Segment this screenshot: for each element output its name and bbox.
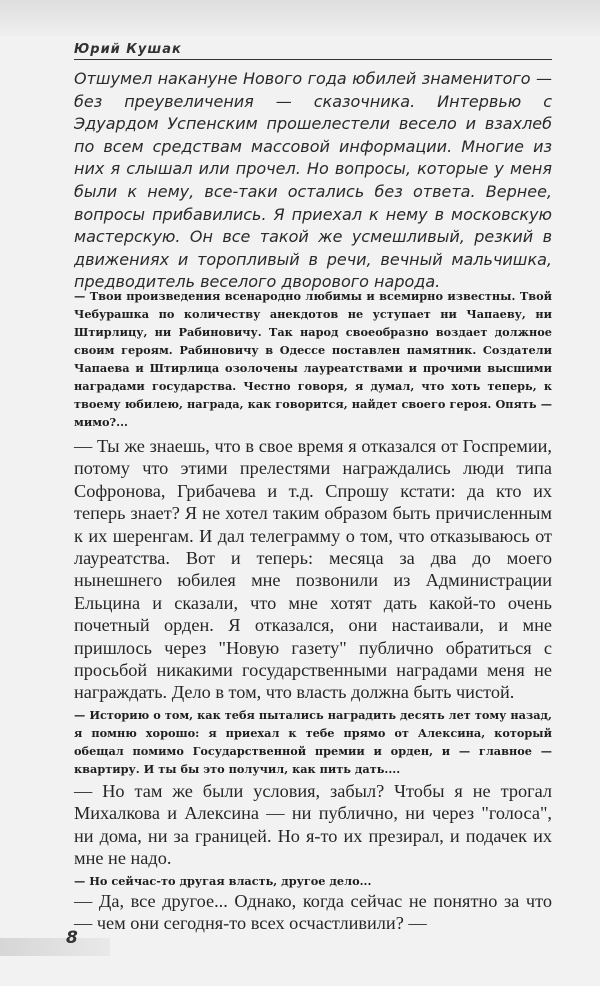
question-1: — Твои произведения всенародно любимы и всемирно известны. Твой Чебурашка по количеству анекдотов не уступает ни Чапаеву, ни Штирлицу, ни Рабиновичу. Так народ своеобразно воздает должное своим героям. Рабиновичу в Одессе поставлен памятник. Создатели Чапаева и Штирлица озолочены лауреатствами и прочими высшими наградами государства. Честно говоря, я думал, что хоть теперь, к твоему юбилею, награда, как говорится, найдет своего героя. Опять — мимо?... (74, 289, 552, 429)
question-3: — Но сейчас-то другая власть, другое дело... (74, 873, 372, 888)
scan-edge (0, 0, 600, 36)
page-number: 8 (66, 928, 78, 948)
question-2: — Историю о том, как тебя пытались наградить десять лет тому назад, я помню хорошо: я приехал к тебе прямо от Алексина, который обещал помимо Государственной премии и орден, и — главное — квартиру. И ты бы это получил, как пить дать.... (74, 707, 552, 776)
answer-3: — Да, все другое... Однако, когда сейчас не понятно за что — чем они сегодня-то всех осчастливили? — (74, 890, 552, 933)
answer-1: — Ты же знаешь, что в свое время я отказался от Госпремии, потому что этими прелестями награждались люди типа Софронова, Грибачева и т.д. Спрошу кстати: да кто их теперь знает? Я не хотел таким образом быть причисленным к их шеренгам. И дал телеграмму о том, что отказываюсь от лауреатства. Вот и теперь: месяца за два до моего нынешнего юбилея мне позвонили из Администрации Ельцина и сказали, что мне хотят дать какой-то очень почетный орден. Я отказался, они настаивали, и мне пришлось через "Новую газету" публично обратиться с просьбой никакими государственными наградами меня не награждать. Дело в том, что власть должна быть чистой. (74, 436, 552, 703)
page-number-bar (0, 938, 110, 956)
running-header-author: Юрий Кушак (74, 42, 552, 60)
interview-body (74, 287, 552, 934)
intro-paragraph: Отшумел накануне Нового года юбилей знаменитого — без преувеличения — сказочника. Интервью с Эдуардом Успенским прошелестели весело и взахлеб по всем средствам массовой информации. Многие из них я слышал или прочел. Но вопросы, которые у меня были к нему, все-таки остались без ответа. Вернее, вопросы прибавились. Я приехал к нему в московскую мастерскую. Он все такой же усмешливый, резкий в движениях и торопливый в речи, вечный мальчишка, предводитель веселого дворового народа. (74, 69, 552, 292)
answer-2: — Но там же были условия, забыл? Чтобы я не трогал Михалкова и Алексина — ни публично, ни через "голоса", ни дома, ни за границей. Но я-то их презирал, и подачек их мне не надо. (74, 780, 552, 869)
